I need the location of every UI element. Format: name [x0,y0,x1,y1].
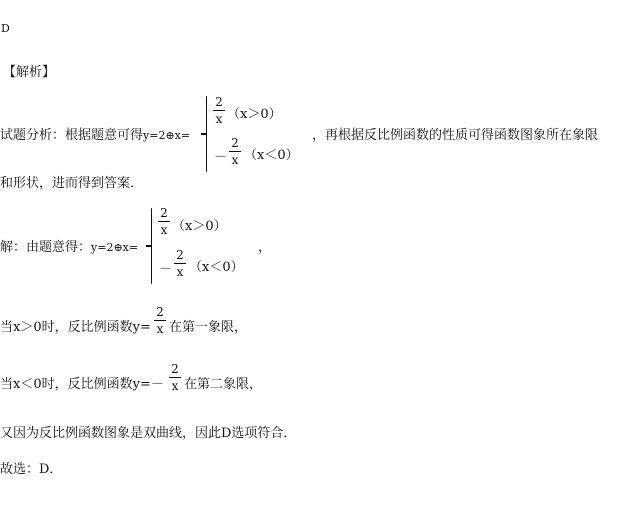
minus-sign: － [214,150,228,165]
condition-x-negative: （x＜0） [244,148,299,163]
fraction-2-over-x: 2 x [158,207,170,236]
fraction-2-over-x: 2 x [154,306,166,335]
analysis-prefix [0,124,190,143]
condition-x-positive: （x＞0） [172,219,227,234]
fraction-2-over-x: 2 x [169,363,181,392]
analysis-continuation: ，再根据反比例函数的性质可得函数图象所在象限 [312,128,599,143]
fraction-2-over-x: 2 x [229,137,241,166]
case-x-positive-text: 当x＞0时，反比例函数y= [0,320,151,335]
case-x-negative-suffix: 在第二象限， [184,377,263,392]
solution-text: 解：由题意得： [0,240,92,255]
brace-tip [201,133,207,135]
conclusion-text: 又因为反比例函数图象是双曲线，因此D选项符合． [0,426,297,441]
analysis-text: 试题分析：根据题意可得 [0,128,144,143]
case-x-positive-suffix: 在第一象限， [169,320,248,335]
section-title: 【解析】 [3,65,56,80]
fraction-2-over-x: 2 x [174,249,186,278]
final-answer: 故选：D． [0,462,63,477]
fraction-2-over-x: 2 x [213,96,225,125]
brace-tip [146,245,152,247]
solution-comma: ， [258,240,272,255]
case-x-negative-text: 当x＜0时，反比例函数y=－ [0,377,164,392]
answer-letter: D [1,22,10,35]
analysis-function: y=2⊕x= [143,129,191,142]
analysis-line-2: 和形状，进而得到答案． [0,176,144,191]
solution-prefix [0,236,138,255]
solution-function: y=2⊕x= [91,241,139,254]
condition-x-negative: （x＜0） [189,260,244,275]
condition-x-positive: （x＞0） [227,107,282,122]
minus-sign: － [159,262,173,277]
